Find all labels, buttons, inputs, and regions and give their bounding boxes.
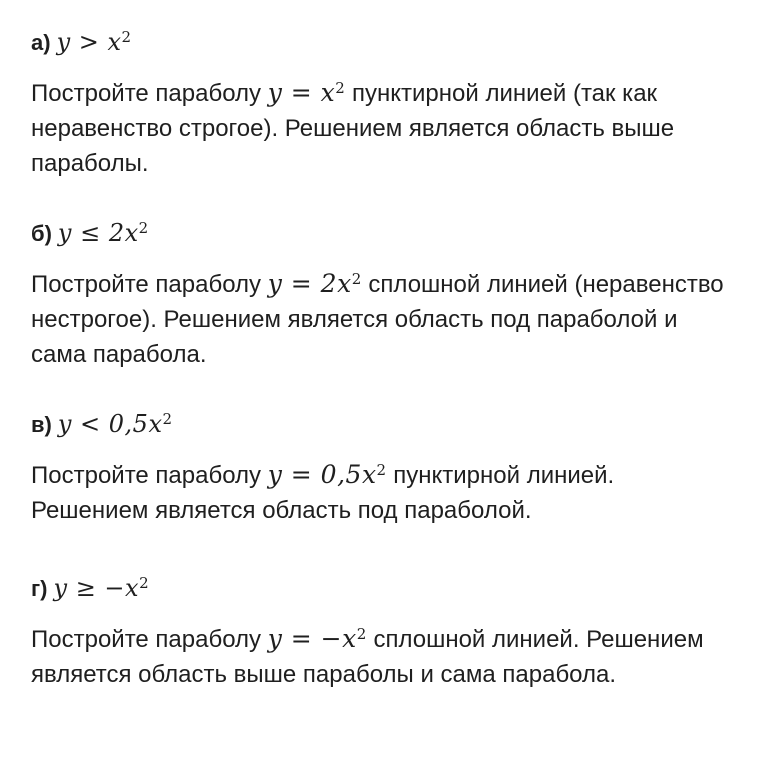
inline-formula xyxy=(268,269,362,298)
section-heading xyxy=(31,213,746,253)
inline-formula-expr: y = 2x xyxy=(267,269,352,298)
section-explanation xyxy=(31,457,736,528)
inline-formula-exponent: 2 xyxy=(356,624,367,643)
inline-formula-expr: y = x xyxy=(267,78,336,107)
inline-formula xyxy=(268,624,367,653)
solution-document xyxy=(31,22,746,692)
inequality-exponent: 2 xyxy=(162,410,173,428)
section-a xyxy=(31,22,746,181)
section-heading xyxy=(31,568,746,608)
inline-formula-exponent: 2 xyxy=(351,269,362,288)
section-heading xyxy=(31,404,746,444)
text-after: сплошной линией (неравенство нестрогое). Решением является область под параболой и сама парабола. xyxy=(31,271,724,368)
section-explanation xyxy=(31,266,736,372)
inline-formula xyxy=(268,460,387,489)
text-before: Постройте параболу xyxy=(31,462,268,489)
section-b xyxy=(31,213,746,372)
inline-formula xyxy=(268,78,346,107)
section-explanation xyxy=(31,621,736,692)
inequality-expr: y ≥ −x xyxy=(53,574,140,602)
text-after: сплошной линией. Решением является область выше параболы и сама парабола. xyxy=(31,626,704,688)
inequality xyxy=(58,410,173,438)
inline-formula-expr: y = 0,5x xyxy=(267,460,377,489)
inline-formula-expr: y = −x xyxy=(267,624,357,653)
section-explanation xyxy=(31,75,736,181)
text-after: пунктирной линией. Решением является область под параболой. xyxy=(31,462,615,524)
section-letter: б) xyxy=(31,221,52,246)
section-letter: а) xyxy=(31,30,51,55)
section-g xyxy=(31,568,746,692)
inequality-exponent: 2 xyxy=(138,219,149,237)
text-before: Постройте параболу xyxy=(31,80,268,107)
inequality-exponent: 2 xyxy=(121,28,132,46)
inequality-expr: y < 0,5x xyxy=(57,410,163,438)
inequality-exponent: 2 xyxy=(139,574,150,592)
section-heading xyxy=(31,22,746,62)
inline-formula-exponent: 2 xyxy=(376,460,387,479)
section-letter: г) xyxy=(31,576,48,601)
inequality xyxy=(58,219,149,247)
inequality xyxy=(54,574,150,602)
text-before: Постройте параболу xyxy=(31,271,268,298)
section-v xyxy=(31,404,746,528)
inequality-expr: y > x xyxy=(56,28,122,56)
inequality-expr: y ≤ 2x xyxy=(57,219,139,247)
text-before: Постройте параболу xyxy=(31,626,268,653)
inline-formula-exponent: 2 xyxy=(335,78,346,97)
section-letter: в) xyxy=(31,412,52,437)
inequality xyxy=(57,28,132,56)
text-after: пунктирной линией (так как неравенство строгое). Решением является область выше параболы. xyxy=(31,80,675,177)
